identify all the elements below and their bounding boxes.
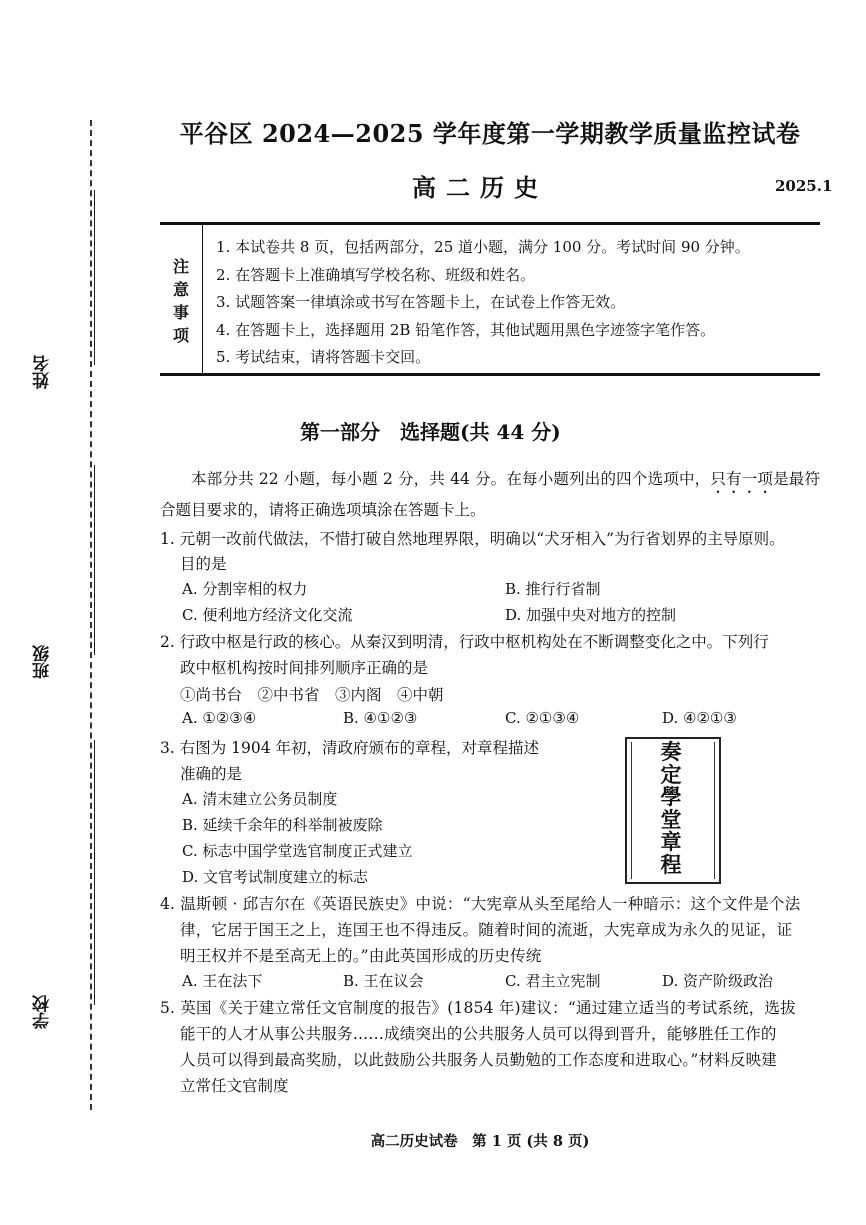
- notice-label: [173, 255, 191, 347]
- instructions-text: 本部分共 22 小题，每小题 2 分，共 44 分。在每小题列出的四个选项中，: [191, 470, 711, 488]
- question-4-option-b[interactable]: B. 王在议会: [343, 972, 424, 990]
- question-4-stem-cont: 律，它居于国王之上，连国王也不得违反。随着时间的流逝，大宪章成为永久的见证，证: [180, 921, 793, 939]
- notice-label-char: 事: [173, 303, 190, 322]
- question-4-stem: 4. 温斯顿 · 邱吉尔在《英语民族史》中说：“大宪章从头至尾给人一种暗示：这个文件是个法: [160, 895, 801, 913]
- class-underline: [94, 465, 95, 655]
- question-2-stem: 2. 行政中枢是行政的核心。从秦汉到明清，行政中枢机构处在不断调整变化之中。下列行: [160, 633, 769, 651]
- question-1-option-c[interactable]: C. 便利地方经济文化交流: [182, 606, 353, 624]
- name-underline: [94, 190, 95, 365]
- notice-label-char: 项: [173, 326, 190, 345]
- notice-list: [216, 234, 816, 372]
- section-title: 第一部分 选择题(共 44 分): [300, 420, 561, 444]
- school-underline: [94, 740, 95, 1005]
- question-2-stem-cont: 政中枢机构按时间排列顺序正确的是: [180, 659, 429, 677]
- class-label: 班级: [33, 645, 53, 679]
- question-1-option-b[interactable]: B. 推行行省制: [505, 580, 601, 598]
- question-2-option-a[interactable]: A. ①②③④: [182, 709, 257, 727]
- regulation-cover-char: 章: [660, 829, 682, 854]
- exam-subject: 高二历史: [412, 173, 548, 202]
- question-4-option-a[interactable]: A. 王在法下: [182, 972, 263, 990]
- question-5-stem-cont: 立常任文官制度: [180, 1077, 289, 1095]
- exam-date: 2025.1: [775, 177, 833, 195]
- regulation-cover-char: 奏: [660, 739, 682, 764]
- notice-label-char: 意: [173, 280, 190, 299]
- question-1-option-d[interactable]: D. 加强中央对地方的控制: [505, 606, 677, 624]
- notice-item: 3. 试题答案一律填涂或书写在答题卡上，在试卷上作答无效。: [216, 293, 626, 311]
- question-5-stem-cont: 人员可以得到最高奖励，以此鼓励公共服务人员勤勉的工作态度和进取心。”材料反映建: [180, 1051, 777, 1069]
- question-2-items: ①尚书台 ②中书省 ③内阁 ④中朝: [180, 686, 444, 704]
- school-label: 学校: [33, 995, 53, 1029]
- instructions-emphasis: 只有一项: [710, 470, 774, 488]
- school-field[interactable]: [30, 740, 90, 1030]
- question-3-stem: 3. 右图为 1904 年初，清政府颁布的章程，对章程描述: [160, 739, 540, 757]
- question-5-stem: 5. 英国《关于建立常任文官制度的报告》(1854 年)建议：“通过建立适当的考试系统，选拔: [160, 999, 796, 1017]
- question-2-option-c[interactable]: C. ②①③④: [505, 709, 580, 727]
- question-3-stem-cont: 准确的是: [180, 765, 243, 783]
- question-5-stem-cont: 能干的人才从事公共服务……成绩突出的公共服务人员可以得到晋升，能够胜任工作的: [180, 1025, 777, 1043]
- binding-dashed-line: [90, 120, 92, 1110]
- regulation-cover-char: 定: [660, 761, 682, 787]
- regulation-cover-char: 學: [660, 784, 682, 809]
- question-4-option-d[interactable]: D. 资产阶级政治: [662, 972, 774, 990]
- question-2-option-b[interactable]: B. ④①②③: [343, 709, 418, 727]
- notice-item: 2. 在答题卡上准确填写学校名称、班级和姓名。: [216, 265, 536, 284]
- regulation-cover-image: [625, 737, 721, 884]
- regulation-cover-char: 堂: [660, 806, 682, 832]
- exam-title: 平谷区 2024—2025 学年度第一学期教学质量监控试卷: [179, 119, 801, 148]
- question-3-option-c[interactable]: C. 标志中国学堂选官制度正式建立: [182, 842, 413, 860]
- notice-item: 4. 在答题卡上，选择题用 2B 铅笔作答，其他试题用黑色字迹签字笔作答。: [216, 320, 716, 339]
- question-4-stem-cont: 明王权并不是至高无上的。”由此英国形成的历史传统: [180, 947, 542, 965]
- class-field[interactable]: [30, 465, 90, 695]
- regulation-cover-title: [649, 741, 693, 876]
- name-field[interactable]: [30, 190, 90, 410]
- instructions-text: 是最符合题目要求的，请将正确选项填涂在答题卡上。: [160, 470, 820, 519]
- question-1-stem: 1. 元朝一改前代做法，不惜打破自然地理界限，明确以“犬牙相入”为行省划界的主导原则。: [160, 530, 785, 548]
- section-instructions: [160, 466, 820, 523]
- notice-item: 5. 考试结束，请将答题卡交回。: [216, 348, 431, 366]
- question-1-stem-cont: 目的是: [180, 555, 227, 573]
- question-2-option-d[interactable]: D. ④②①③: [662, 709, 737, 727]
- question-3-option-d[interactable]: D. 文官考试制度建立的标志: [182, 868, 369, 886]
- notice-item: 1. 本试卷共 8 页，包括两部分，25 道小题，满分 100 分。考试时间 90 分钟。: [216, 238, 750, 256]
- notice-box: [160, 222, 820, 376]
- page-footer: 高二历史试卷 第 1 页 (共 8 页): [370, 1133, 590, 1150]
- notice-label-cell: [160, 225, 203, 373]
- question-3-option-a[interactable]: A. 清末建立公务员制度: [182, 790, 338, 808]
- notice-label-char: 注: [173, 257, 190, 276]
- regulation-cover-char: 程: [660, 851, 682, 877]
- name-label: 姓名: [33, 355, 53, 389]
- question-1-option-a[interactable]: A. 分割宰相的权力: [182, 580, 308, 598]
- question-3-option-b[interactable]: B. 延续千余年的科举制被废除: [182, 816, 383, 834]
- question-4-option-c[interactable]: C. 君主立宪制: [505, 972, 601, 990]
